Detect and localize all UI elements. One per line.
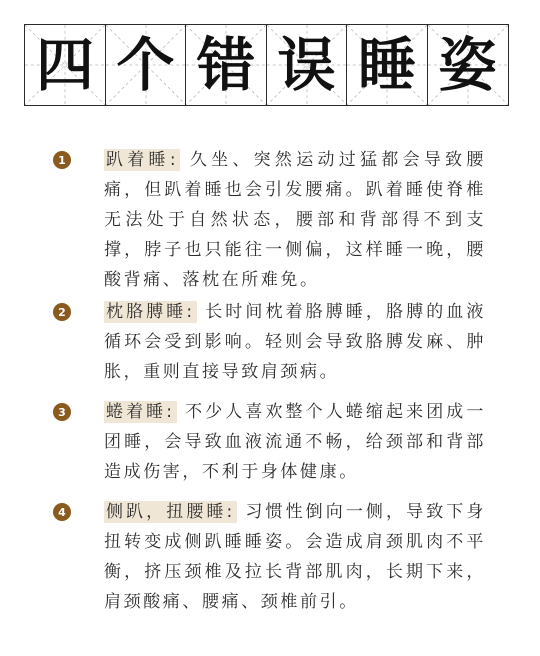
- item-label: 蜷着睡:: [106, 402, 175, 422]
- item-text: [104, 397, 486, 487]
- item-body: 长时间枕着胳膊睡，胳膊的血液循环会受到影响。轻则会导致胳膊发麻、肿胀，重则直接导致肩颈病。: [104, 302, 486, 382]
- item-label: 侧趴，扭腰睡:: [106, 502, 235, 522]
- item-body: 不少人喜欢整个人蜷缩起来团成一团睡，会导致血液流通不畅，给颈部和背部造成伤害，不利于身体健康。: [104, 402, 486, 482]
- title-char: 误: [277, 31, 336, 99]
- item-text: [104, 497, 486, 617]
- number-badge: 3: [53, 403, 71, 421]
- title-char: 个: [116, 31, 175, 99]
- item-body: 久坐、突然运动过猛都会导致腰痛，但趴着睡也会引发腰痛。趴着睡使脊椎无法处于自然状态，腰部和背部得不到支撑，脖子也只能往一侧偏，这样睡一晚，腰酸背痛、落枕在所难免。: [104, 150, 486, 290]
- number-badge: 4: [53, 503, 71, 521]
- title-char: 错: [196, 31, 255, 99]
- title-char: 四: [35, 31, 94, 99]
- title-char: 睡: [357, 31, 416, 99]
- item-body: 习惯性倒向一侧，导致下身扭转变成侧趴睡睡姿。会造成肩颈肌肉不平衡，挤压颈椎及拉长背部肌肉，长期下来，肩颈酸痛、腰痛、颈椎前引。: [104, 502, 486, 612]
- number-badge: 1: [53, 151, 71, 169]
- number-badge: 2: [53, 303, 71, 321]
- item-label: 枕胳膊睡:: [106, 302, 195, 322]
- item-label: 趴着睡:: [106, 150, 179, 170]
- title-cell: [24, 24, 106, 106]
- title-char: 姿: [438, 31, 497, 99]
- title-cell: [105, 24, 187, 106]
- title-cell: [427, 24, 509, 106]
- title-cell: [346, 24, 428, 106]
- item-text: [104, 297, 486, 387]
- title-grid: [24, 24, 509, 106]
- item-text: [104, 145, 486, 295]
- title-cell: [266, 24, 348, 106]
- title-cell: [185, 24, 267, 106]
